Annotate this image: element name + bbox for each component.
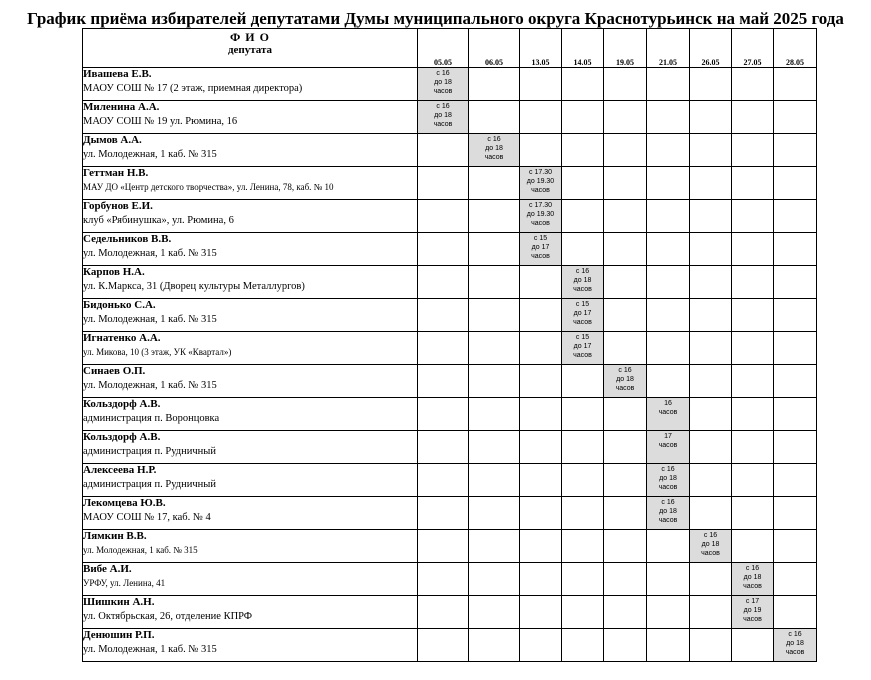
deputy-name: Алексеева Н.Р.	[83, 464, 157, 476]
empty-cell	[418, 233, 469, 266]
empty-cell	[690, 497, 732, 530]
empty-cell	[520, 464, 562, 497]
deputy-name: Шишкин А.Н.	[83, 596, 155, 608]
empty-cell	[774, 464, 817, 497]
fio-header-line2: депутата	[227, 44, 273, 56]
deputy-cell	[83, 464, 418, 497]
table-row	[83, 398, 817, 431]
empty-cell	[774, 332, 817, 365]
empty-cell	[774, 497, 817, 530]
table-row	[83, 464, 817, 497]
empty-cell	[604, 464, 647, 497]
empty-cell	[732, 167, 774, 200]
reception-time-cell	[732, 563, 774, 596]
reception-place: ул. Октябрьская, 26, отделение КПРФ	[83, 611, 253, 622]
reception-place: МАОУ СОШ № 17 (2 этаж, приемная директора)	[83, 83, 303, 94]
empty-cell	[732, 266, 774, 299]
empty-cell	[604, 497, 647, 530]
reception-time-cell	[647, 464, 690, 497]
empty-cell	[520, 299, 562, 332]
table-row	[83, 266, 817, 299]
empty-cell	[647, 101, 690, 134]
empty-cell	[732, 629, 774, 662]
reception-time-cell	[418, 101, 469, 134]
deputy-cell	[83, 497, 418, 530]
empty-cell	[647, 563, 690, 596]
reception-time: с 15 до 17 часов	[531, 235, 550, 260]
deputy-name: Карпов Н.А.	[83, 266, 145, 278]
empty-cell	[562, 497, 604, 530]
deputy-name: Ивашева Е.В.	[83, 68, 152, 80]
date-header: 14.05	[562, 29, 604, 68]
empty-cell	[520, 431, 562, 464]
deputy-name: Миленина А.А.	[83, 101, 160, 113]
empty-cell	[418, 266, 469, 299]
reception-time: с 16 до 18 часов	[615, 367, 635, 392]
empty-cell	[774, 398, 817, 431]
empty-cell	[418, 563, 469, 596]
reception-place: администрация п. Рудничный	[83, 479, 216, 490]
empty-cell	[469, 563, 520, 596]
reception-place: ул. Микова, 10 (3 этаж, УК «Квартал»)	[83, 347, 232, 357]
deputy-name: Вибе А.И.	[83, 563, 132, 575]
empty-cell	[562, 167, 604, 200]
reception-time-cell	[520, 167, 562, 200]
empty-cell	[690, 596, 732, 629]
empty-cell	[690, 365, 732, 398]
empty-cell	[562, 101, 604, 134]
empty-cell	[418, 332, 469, 365]
reception-time: 16 часов	[658, 400, 678, 416]
empty-cell	[774, 134, 817, 167]
reception-place: ул. Молодежная, 1 каб. № 315	[83, 314, 217, 325]
table-row	[83, 563, 817, 596]
table-row	[83, 167, 817, 200]
empty-cell	[774, 431, 817, 464]
schedule-body	[83, 68, 817, 662]
empty-cell	[604, 629, 647, 662]
empty-cell	[469, 464, 520, 497]
empty-cell	[732, 200, 774, 233]
reception-place: ул. Молодежная, 1 каб. № 315	[83, 644, 217, 655]
empty-cell	[732, 497, 774, 530]
reception-place: ул. Молодежная, 1 каб. № 315	[83, 380, 217, 391]
reception-place: ул. Молодежная, 1 каб. № 315	[83, 149, 217, 160]
empty-cell	[469, 431, 520, 464]
empty-cell	[647, 134, 690, 167]
deputy-cell	[83, 266, 418, 299]
empty-cell	[604, 530, 647, 563]
reception-time-cell	[520, 200, 562, 233]
date-header: 28.05	[774, 29, 817, 68]
empty-cell	[520, 497, 562, 530]
reception-place: ул. К.Маркса, 31 (Дворец культуры Металлургов)	[83, 281, 305, 292]
empty-cell	[418, 365, 469, 398]
empty-cell	[604, 431, 647, 464]
empty-cell	[732, 233, 774, 266]
empty-cell	[520, 68, 562, 101]
empty-cell	[418, 530, 469, 563]
table-row	[83, 68, 817, 101]
header-row	[83, 29, 817, 68]
deputy-name: Синаев О.П.	[83, 365, 146, 377]
empty-cell	[418, 596, 469, 629]
empty-cell	[520, 596, 562, 629]
fio-header	[83, 29, 418, 68]
table-row	[83, 596, 817, 629]
empty-cell	[604, 266, 647, 299]
reception-time: 17 часов	[658, 433, 678, 449]
reception-time-cell	[774, 629, 817, 662]
reception-place: МАОУ СОШ № 17, каб. № 4	[83, 512, 211, 523]
deputy-cell	[83, 167, 418, 200]
empty-cell	[690, 563, 732, 596]
reception-time: с 16 до 18 часов	[785, 631, 805, 656]
date-header: 21.05	[647, 29, 690, 68]
empty-cell	[469, 101, 520, 134]
reception-time: с 17.30 до 19.30 часов	[526, 202, 555, 227]
empty-cell	[732, 530, 774, 563]
empty-cell	[690, 629, 732, 662]
empty-cell	[418, 629, 469, 662]
deputy-cell	[83, 68, 418, 101]
empty-cell	[469, 332, 520, 365]
date-header: 06.05	[469, 29, 520, 68]
reception-time: с 16 до 18 часов	[573, 268, 592, 293]
empty-cell	[562, 365, 604, 398]
empty-cell	[604, 200, 647, 233]
empty-cell	[647, 530, 690, 563]
reception-time: с 16 до 18 часов	[433, 103, 453, 128]
deputy-cell	[83, 299, 418, 332]
deputy-name: Горбунов Е.И.	[83, 200, 153, 212]
empty-cell	[647, 233, 690, 266]
empty-cell	[604, 398, 647, 431]
empty-cell	[647, 266, 690, 299]
deputy-cell	[83, 596, 418, 629]
deputy-name: Бидонько С.А.	[83, 299, 156, 311]
table-row	[83, 200, 817, 233]
empty-cell	[562, 398, 604, 431]
deputy-cell	[83, 629, 418, 662]
empty-cell	[690, 398, 732, 431]
empty-cell	[732, 332, 774, 365]
empty-cell	[774, 266, 817, 299]
empty-cell	[562, 431, 604, 464]
reception-place: ул. Молодежная, 1 каб. № 315	[83, 248, 217, 259]
table-row	[83, 530, 817, 563]
deputy-cell	[83, 233, 418, 266]
reception-time: с 15 до 17 часов	[573, 334, 592, 359]
date-header: 26.05	[690, 29, 732, 68]
fio-header-line1: Ф И О	[230, 30, 270, 44]
empty-cell	[732, 398, 774, 431]
empty-cell	[774, 563, 817, 596]
empty-cell	[469, 497, 520, 530]
table-row	[83, 497, 817, 530]
empty-cell	[604, 134, 647, 167]
deputy-cell	[83, 101, 418, 134]
reception-time-cell	[647, 431, 690, 464]
empty-cell	[418, 200, 469, 233]
empty-cell	[732, 299, 774, 332]
empty-cell	[469, 596, 520, 629]
reception-time-cell	[520, 233, 562, 266]
empty-cell	[418, 497, 469, 530]
deputy-name: Денюшин Р.П.	[83, 629, 155, 641]
empty-cell	[604, 167, 647, 200]
reception-time: с 15 до 17 часов	[573, 301, 592, 326]
reception-place: МАУ ДО «Центр детского творчества», ул. Ленина, 78, каб. № 10	[83, 182, 334, 192]
reception-time-cell	[562, 299, 604, 332]
empty-cell	[690, 233, 732, 266]
table-row	[83, 431, 817, 464]
empty-cell	[647, 68, 690, 101]
empty-cell	[732, 464, 774, 497]
deputy-cell	[83, 365, 418, 398]
reception-place: клуб «Рябинушка», ул. Рюмина, 6	[83, 215, 234, 226]
reception-time: с 16 до 18 часов	[701, 532, 720, 557]
empty-cell	[732, 101, 774, 134]
empty-cell	[690, 431, 732, 464]
empty-cell	[604, 299, 647, 332]
empty-cell	[469, 68, 520, 101]
date-header: 19.05	[604, 29, 647, 68]
empty-cell	[690, 266, 732, 299]
reception-time-cell	[647, 497, 690, 530]
empty-cell	[562, 596, 604, 629]
empty-cell	[604, 68, 647, 101]
deputy-name: Седельников В.В.	[83, 233, 172, 245]
empty-cell	[690, 200, 732, 233]
empty-cell	[604, 596, 647, 629]
empty-cell	[774, 530, 817, 563]
empty-cell	[690, 101, 732, 134]
empty-cell	[520, 629, 562, 662]
empty-cell	[774, 167, 817, 200]
deputy-cell	[83, 134, 418, 167]
reception-place: администрация п. Воронцовка	[83, 413, 220, 424]
empty-cell	[562, 68, 604, 101]
empty-cell	[418, 431, 469, 464]
empty-cell	[469, 299, 520, 332]
reception-time-cell	[562, 266, 604, 299]
empty-cell	[562, 563, 604, 596]
reception-time: с 16 до 18 часов	[658, 499, 678, 524]
deputy-cell	[83, 431, 418, 464]
empty-cell	[562, 233, 604, 266]
empty-cell	[418, 464, 469, 497]
table-row	[83, 233, 817, 266]
empty-cell	[732, 431, 774, 464]
deputy-cell	[83, 398, 418, 431]
empty-cell	[604, 101, 647, 134]
empty-cell	[647, 365, 690, 398]
empty-cell	[774, 299, 817, 332]
reception-time-cell	[604, 365, 647, 398]
empty-cell	[469, 365, 520, 398]
empty-cell	[647, 332, 690, 365]
deputy-name: Игнатенко А.А.	[83, 332, 161, 344]
empty-cell	[774, 68, 817, 101]
empty-cell	[520, 530, 562, 563]
empty-cell	[469, 200, 520, 233]
empty-cell	[520, 134, 562, 167]
reception-time: с 16 до 18 часов	[433, 70, 453, 95]
empty-cell	[647, 629, 690, 662]
page-title: График приёма избирателей депутатами Думы муниципального округа Краснотурьинск на май 2025 года	[27, 9, 844, 28]
empty-cell	[604, 332, 647, 365]
table-row	[83, 332, 817, 365]
reception-place: МАОУ СОШ № 19 ул. Рюмина, 16	[83, 116, 238, 127]
empty-cell	[520, 332, 562, 365]
reception-time-cell	[690, 530, 732, 563]
reception-schedule-table	[82, 28, 817, 662]
table-row	[83, 629, 817, 662]
reception-time-cell	[732, 596, 774, 629]
empty-cell	[520, 398, 562, 431]
reception-time: с 16 до 18 часов	[658, 466, 678, 491]
empty-cell	[469, 233, 520, 266]
empty-cell	[604, 233, 647, 266]
empty-cell	[469, 266, 520, 299]
empty-cell	[520, 101, 562, 134]
empty-cell	[774, 200, 817, 233]
empty-cell	[418, 398, 469, 431]
empty-cell	[604, 563, 647, 596]
table-row	[83, 134, 817, 167]
empty-cell	[418, 167, 469, 200]
empty-cell	[469, 629, 520, 662]
empty-cell	[774, 365, 817, 398]
empty-cell	[469, 167, 520, 200]
empty-cell	[562, 134, 604, 167]
table-row	[83, 101, 817, 134]
empty-cell	[690, 464, 732, 497]
empty-cell	[520, 365, 562, 398]
deputy-name: Кольздорф А.В.	[83, 398, 161, 410]
reception-time: с 17.30 до 19.30 часов	[526, 169, 555, 194]
reception-place: ул. Молодежная, 1 каб. № 315	[83, 545, 198, 555]
empty-cell	[732, 365, 774, 398]
empty-cell	[647, 167, 690, 200]
reception-time: с 16 до 18 часов	[484, 136, 504, 161]
deputy-cell	[83, 200, 418, 233]
deputy-cell	[83, 332, 418, 365]
empty-cell	[690, 134, 732, 167]
deputy-name: Дымов А.А.	[83, 134, 142, 146]
table-row	[83, 365, 817, 398]
empty-cell	[774, 101, 817, 134]
empty-cell	[647, 200, 690, 233]
empty-cell	[562, 530, 604, 563]
empty-cell	[520, 266, 562, 299]
empty-cell	[469, 398, 520, 431]
empty-cell	[562, 629, 604, 662]
date-header: 05.05	[418, 29, 469, 68]
deputy-cell	[83, 530, 418, 563]
reception-time: с 16 до 18 часов	[743, 565, 762, 590]
reception-place: администрация п. Рудничный	[83, 446, 216, 457]
empty-cell	[520, 563, 562, 596]
reception-time-cell	[562, 332, 604, 365]
deputy-cell	[83, 563, 418, 596]
empty-cell	[418, 299, 469, 332]
empty-cell	[690, 332, 732, 365]
date-header: 13.05	[520, 29, 562, 68]
table-row	[83, 299, 817, 332]
empty-cell	[647, 299, 690, 332]
reception-time-cell	[469, 134, 520, 167]
reception-place: УРФУ, ул. Ленина, 41	[83, 578, 166, 588]
deputy-name: Геттман Н.В.	[83, 167, 149, 179]
deputy-name: Лекомцева Ю.В.	[83, 497, 166, 509]
empty-cell	[732, 134, 774, 167]
empty-cell	[418, 134, 469, 167]
deputy-name: Кольздорф А.В.	[83, 431, 161, 443]
reception-time: с 17 до 19 часов	[743, 598, 762, 623]
date-header: 27.05	[732, 29, 774, 68]
deputy-name: Лямкин В.В.	[83, 530, 147, 542]
empty-cell	[732, 68, 774, 101]
empty-cell	[690, 299, 732, 332]
empty-cell	[690, 167, 732, 200]
empty-cell	[774, 233, 817, 266]
empty-cell	[562, 464, 604, 497]
empty-cell	[690, 68, 732, 101]
reception-time-cell	[647, 398, 690, 431]
empty-cell	[647, 596, 690, 629]
empty-cell	[469, 530, 520, 563]
empty-cell	[562, 200, 604, 233]
reception-time-cell	[418, 68, 469, 101]
empty-cell	[774, 596, 817, 629]
